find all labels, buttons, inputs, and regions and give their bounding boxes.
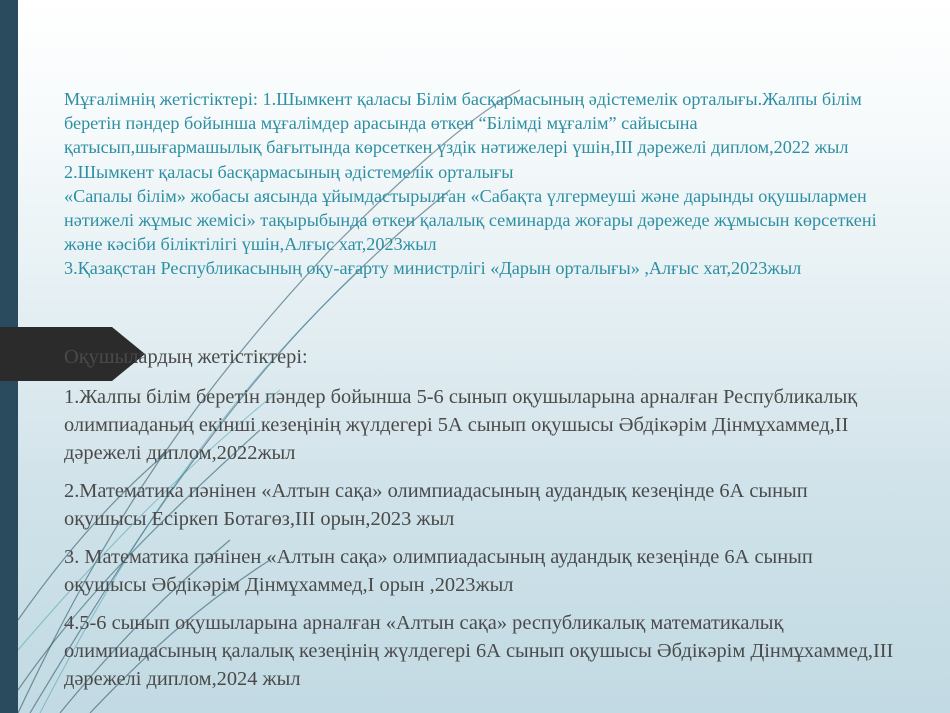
teacher-achievement-3: 3.Қазақстан Республикасының оқу-ағарту министрлігі «Дарын орталығы» ,Алғыс хат,2023жыл: [64, 258, 802, 279]
teacher-achievements: [64, 87, 894, 281]
teacher-achievement-2-title: 2.Шымкент қаласы басқармасының әдістемелік орталығы: [64, 161, 514, 182]
student-achievements: [64, 343, 894, 703]
student-item-4: 4.5-6 сынып оқушыларына арналған «Алтын сақа» республикалық математикалық олимпиадасының қалалық кезеңінің жүлдегері 6А сынып оқушысы Әбдікәрім Дінмұхаммед,ІІІ дәрежелі диплом,2024 жыл: [64, 612, 894, 690]
teacher-achievement-1: Мұғалімнің жетістіктері: 1.Шымкент қаласы Білім басқармасының әдістемелік орталығы.Жалпы білім беретін пәндер бойынша мұғалімдер арасында өткен “Білімді мұғалім” сайысына қатысып,шығармашылық бағытында көрсеткен үздік нәтижелері үшін,ІІІ дәрежелі диплом,2022 жыл: [64, 89, 862, 158]
teacher-achievement-2-body: «Сапалы білім» жобасы аясында ұйымдастырылған «Сабақта үлгермеуші және дарынды оқушылармен нәтижелі жұмыс жемісі» тақырыбында өткен қалалық семинарда жоғары дәрежеде жұмысын көрсеткені және кәсіби біліктілігі үшін,Алғыс хат,2023жыл: [64, 185, 877, 255]
student-item-3: 3. Математика пәнінен «Алтын сақа» олимпиадасының аудандық кезеңінде 6А сынып оқушысы Әбдікәрім Дінмұхаммед,І орын ,2023жыл: [64, 546, 813, 596]
student-item-1: 1.Жалпы білім беретін пәндер бойынша 5-6 сынып оқушыларына арналған Республикалық олимпиаданың екінші кезеңінің жүлдегері 5А сынып оқушысы Әбдікәрім Дінмұхаммед,ІІ дәрежелі диплом,2022жыл: [64, 386, 858, 464]
students-heading: Оқушылардың жетістіктері:: [64, 346, 308, 368]
student-item-2: 2.Математика пәнінен «Алтын сақа» олимпиадасының аудандық кезеңінде 6А сынып оқушысы Есіркеп Ботагөз,ІІІ орын,2023 жыл: [64, 480, 808, 530]
